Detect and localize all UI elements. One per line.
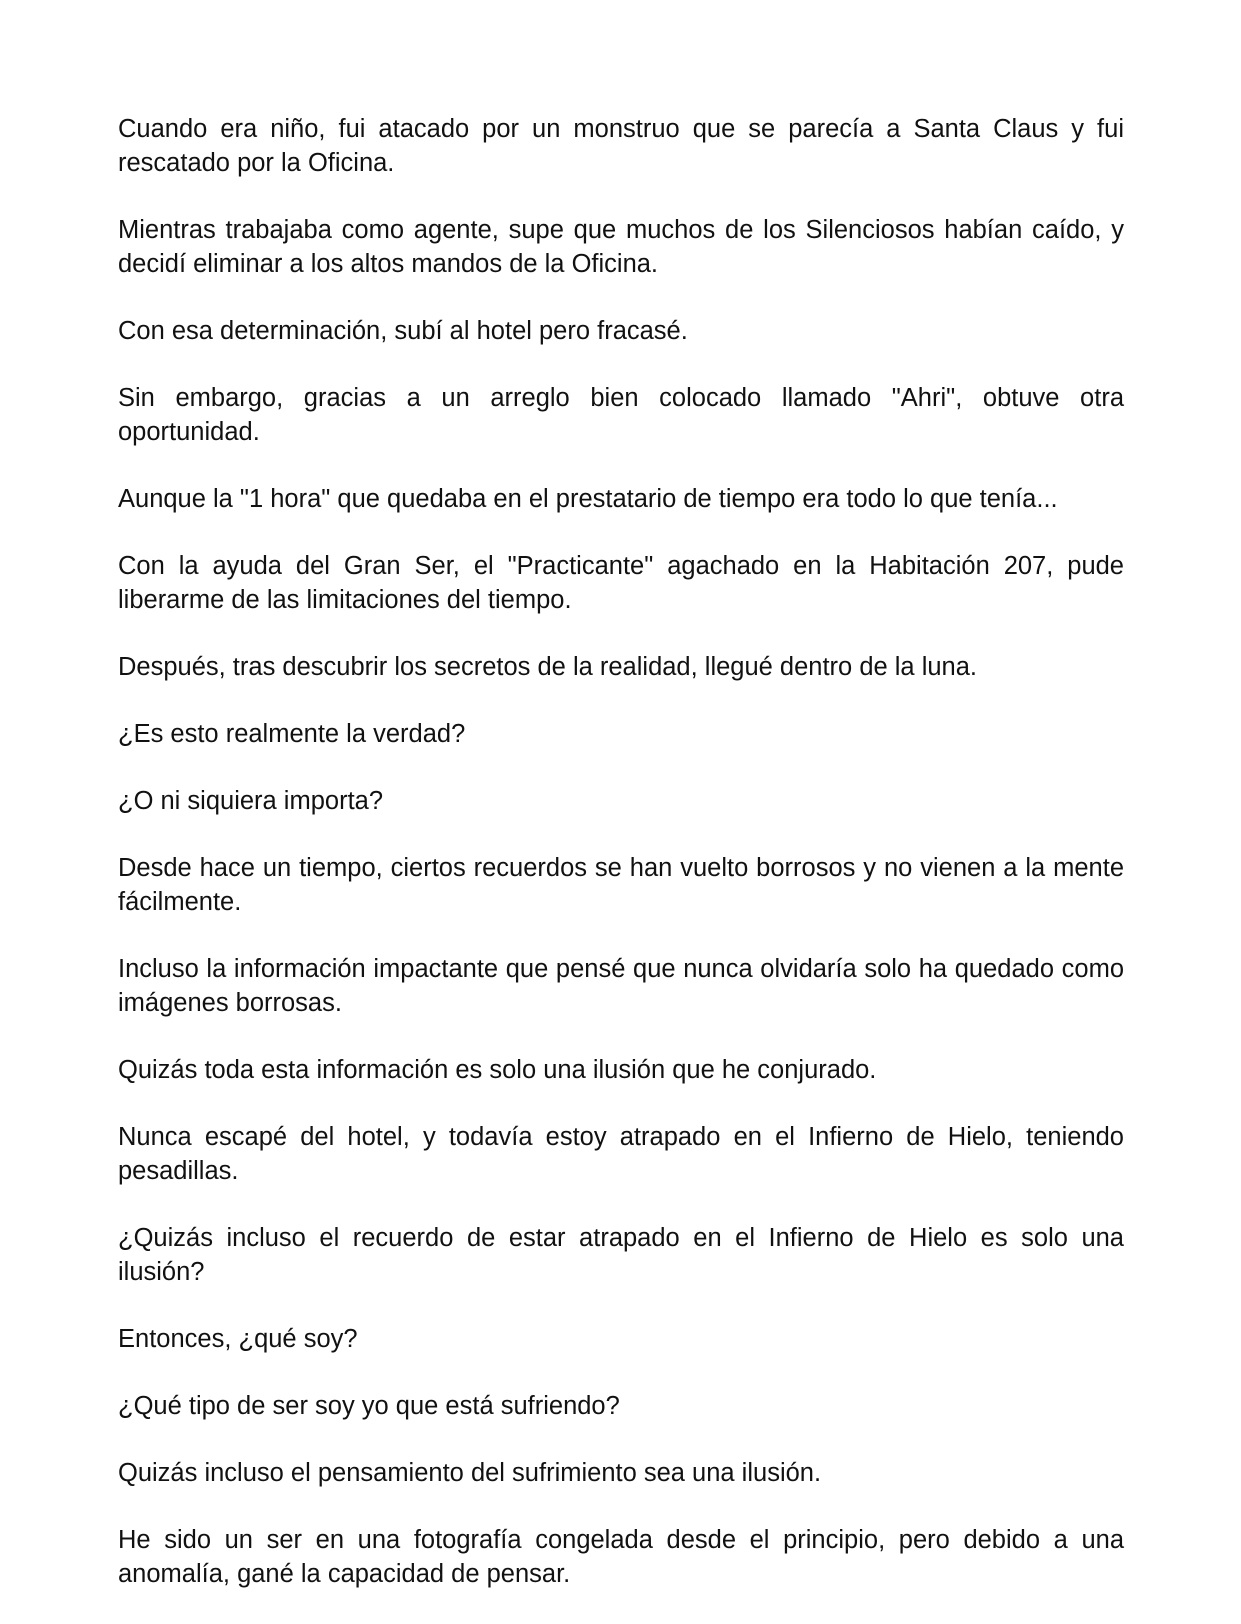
paragraph: Quizás toda esta información es solo una ilusión que he conjurado. <box>118 1056 877 1084</box>
paragraph: ¿Qué tipo de ser soy yo que está sufriendo? <box>118 1392 620 1420</box>
paragraph: Entonces, ¿qué soy? <box>118 1325 358 1353</box>
paragraph: Mientras trabajaba como agente, supe que muchos de los Silenciosos habían caído, y decidí eliminar a los altos mandos de la Oficina. <box>118 216 1124 278</box>
paragraph: Después, tras descubrir los secretos de la realidad, llegué dentro de la luna. <box>118 653 977 681</box>
paragraph: ¿Quizás incluso el recuerdo de estar atrapado en el Infierno de Hielo es solo una ilusión? <box>118 1224 1124 1286</box>
paragraph: Quizás incluso el pensamiento del sufrimiento sea una ilusión. <box>118 1459 822 1487</box>
paragraph: Con la ayuda del Gran Ser, el "Practicante" agachado en la Habitación 207, pude liberarme de las limitaciones del tiempo. <box>118 552 1124 614</box>
paragraph: Desde hace un tiempo, ciertos recuerdos se han vuelto borrosos y no vienen a la mente fácilmente. <box>118 854 1124 916</box>
paragraph: Sin embargo, gracias a un arreglo bien colocado llamado "Ahri", obtuve otra oportunidad. <box>118 384 1124 446</box>
paragraph: Cuando era niño, fui atacado por un monstruo que se parecía a Santa Claus y fui rescatado por la Oficina. <box>118 115 1124 177</box>
paragraph: Nunca escapé del hotel, y todavía estoy atrapado en el Infierno de Hielo, teniendo pesadillas. <box>118 1123 1124 1185</box>
paragraph: ¿Es esto realmente la verdad? <box>118 720 466 748</box>
paragraph: Con esa determinación, subí al hotel pero fracasé. <box>118 317 688 345</box>
paragraph: He sido un ser en una fotografía congelada desde el principio, pero debido a una anomalía, gané la capacidad de pensar. <box>118 1526 1124 1588</box>
paragraph: ¿O ni siquiera importa? <box>118 787 384 815</box>
paragraph: Aunque la "1 hora" que quedaba en el prestatario de tiempo era todo lo que tenía... <box>118 485 1058 513</box>
paragraph: Incluso la información impactante que pensé que nunca olvidaría solo ha quedado como imágenes borrosas. <box>118 955 1124 1017</box>
document-page <box>118 112 1124 1624</box>
